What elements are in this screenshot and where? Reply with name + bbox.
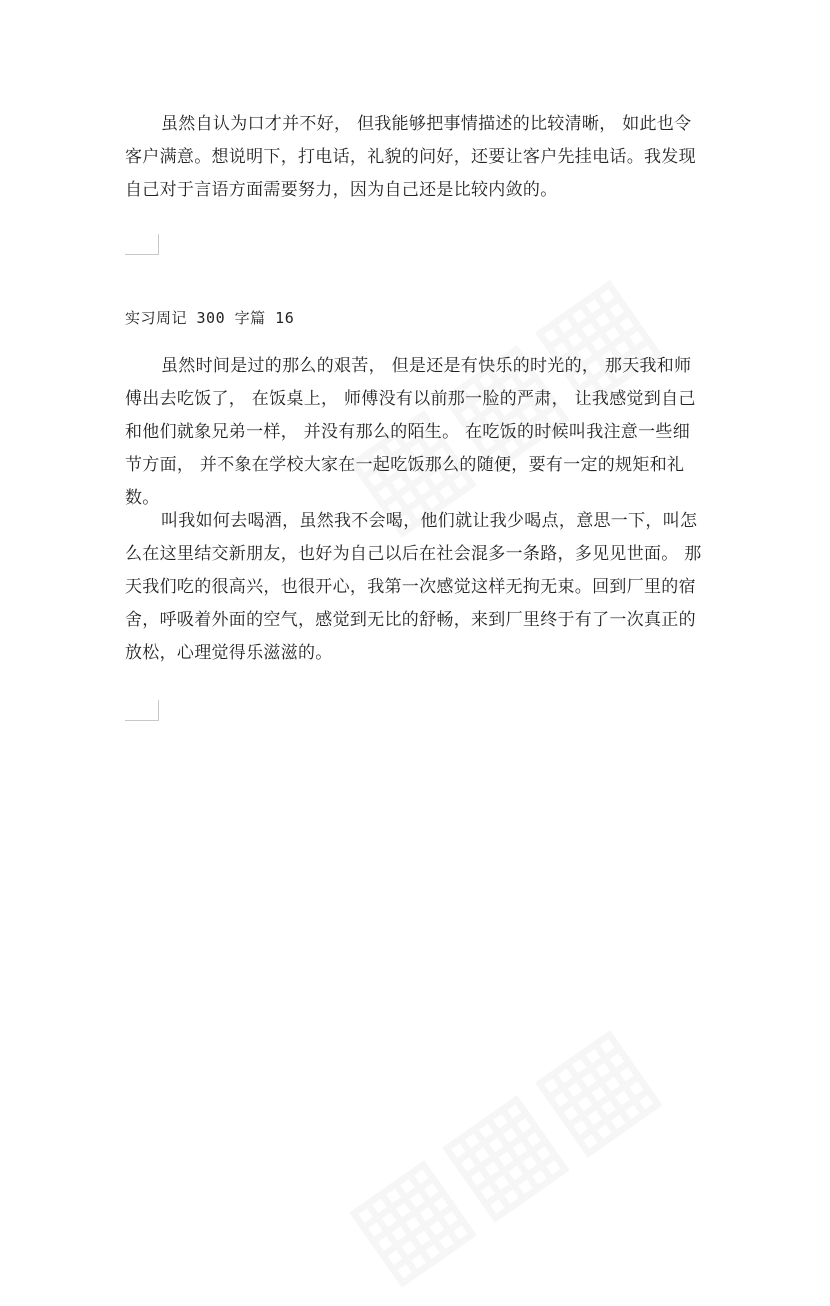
paragraph-3: 叫我如何去喝酒，虽然我不会喝，他们就让我少喝点，意思一下，叫怎么在这里结交新朋友，也好为自己以后在社会混多一条路，多见见世面。 那天我们吃的很高兴，也很开心，我第一次感觉这样无拘无束。回到厂里的宿舍，呼吸着外面的空气，感觉到无比的舒畅，来到厂里终于有了一次真正的放松，心理觉得乐滋滋的。 (125, 511, 702, 663)
paragraph-2: 虽然时间是过的那么的艰苦， 但是还是有快乐的时光的， 那天我和师傅出去吃饭了， 在饭桌上， 师傅没有以前那一脸的严肃， 让我感觉到自己和他们就象兄弟一样， 并没有那么的陌生。 在吃饭的时候叫我注意一些细节方面， 并不象在学校大家在一起吃饭那么的随便，要有一定的规矩和礼数。 (125, 356, 696, 508)
section-separator-mark (125, 234, 159, 255)
section-heading: 实习周记 300 字篇 16 (125, 309, 295, 327)
watermark-graphic (320, 995, 680, 1306)
paragraph-1: 虽然自认为口才并不好， 但我能够把事情描述的比较清晰， 如此也令客户满意。想说明下，打电话，礼貌的问好，还要让客户先挂电话。我发现自己对于言语方面需要努力，因为自己还是比较内敛的。 (125, 114, 696, 200)
section-separator-mark (125, 700, 159, 721)
